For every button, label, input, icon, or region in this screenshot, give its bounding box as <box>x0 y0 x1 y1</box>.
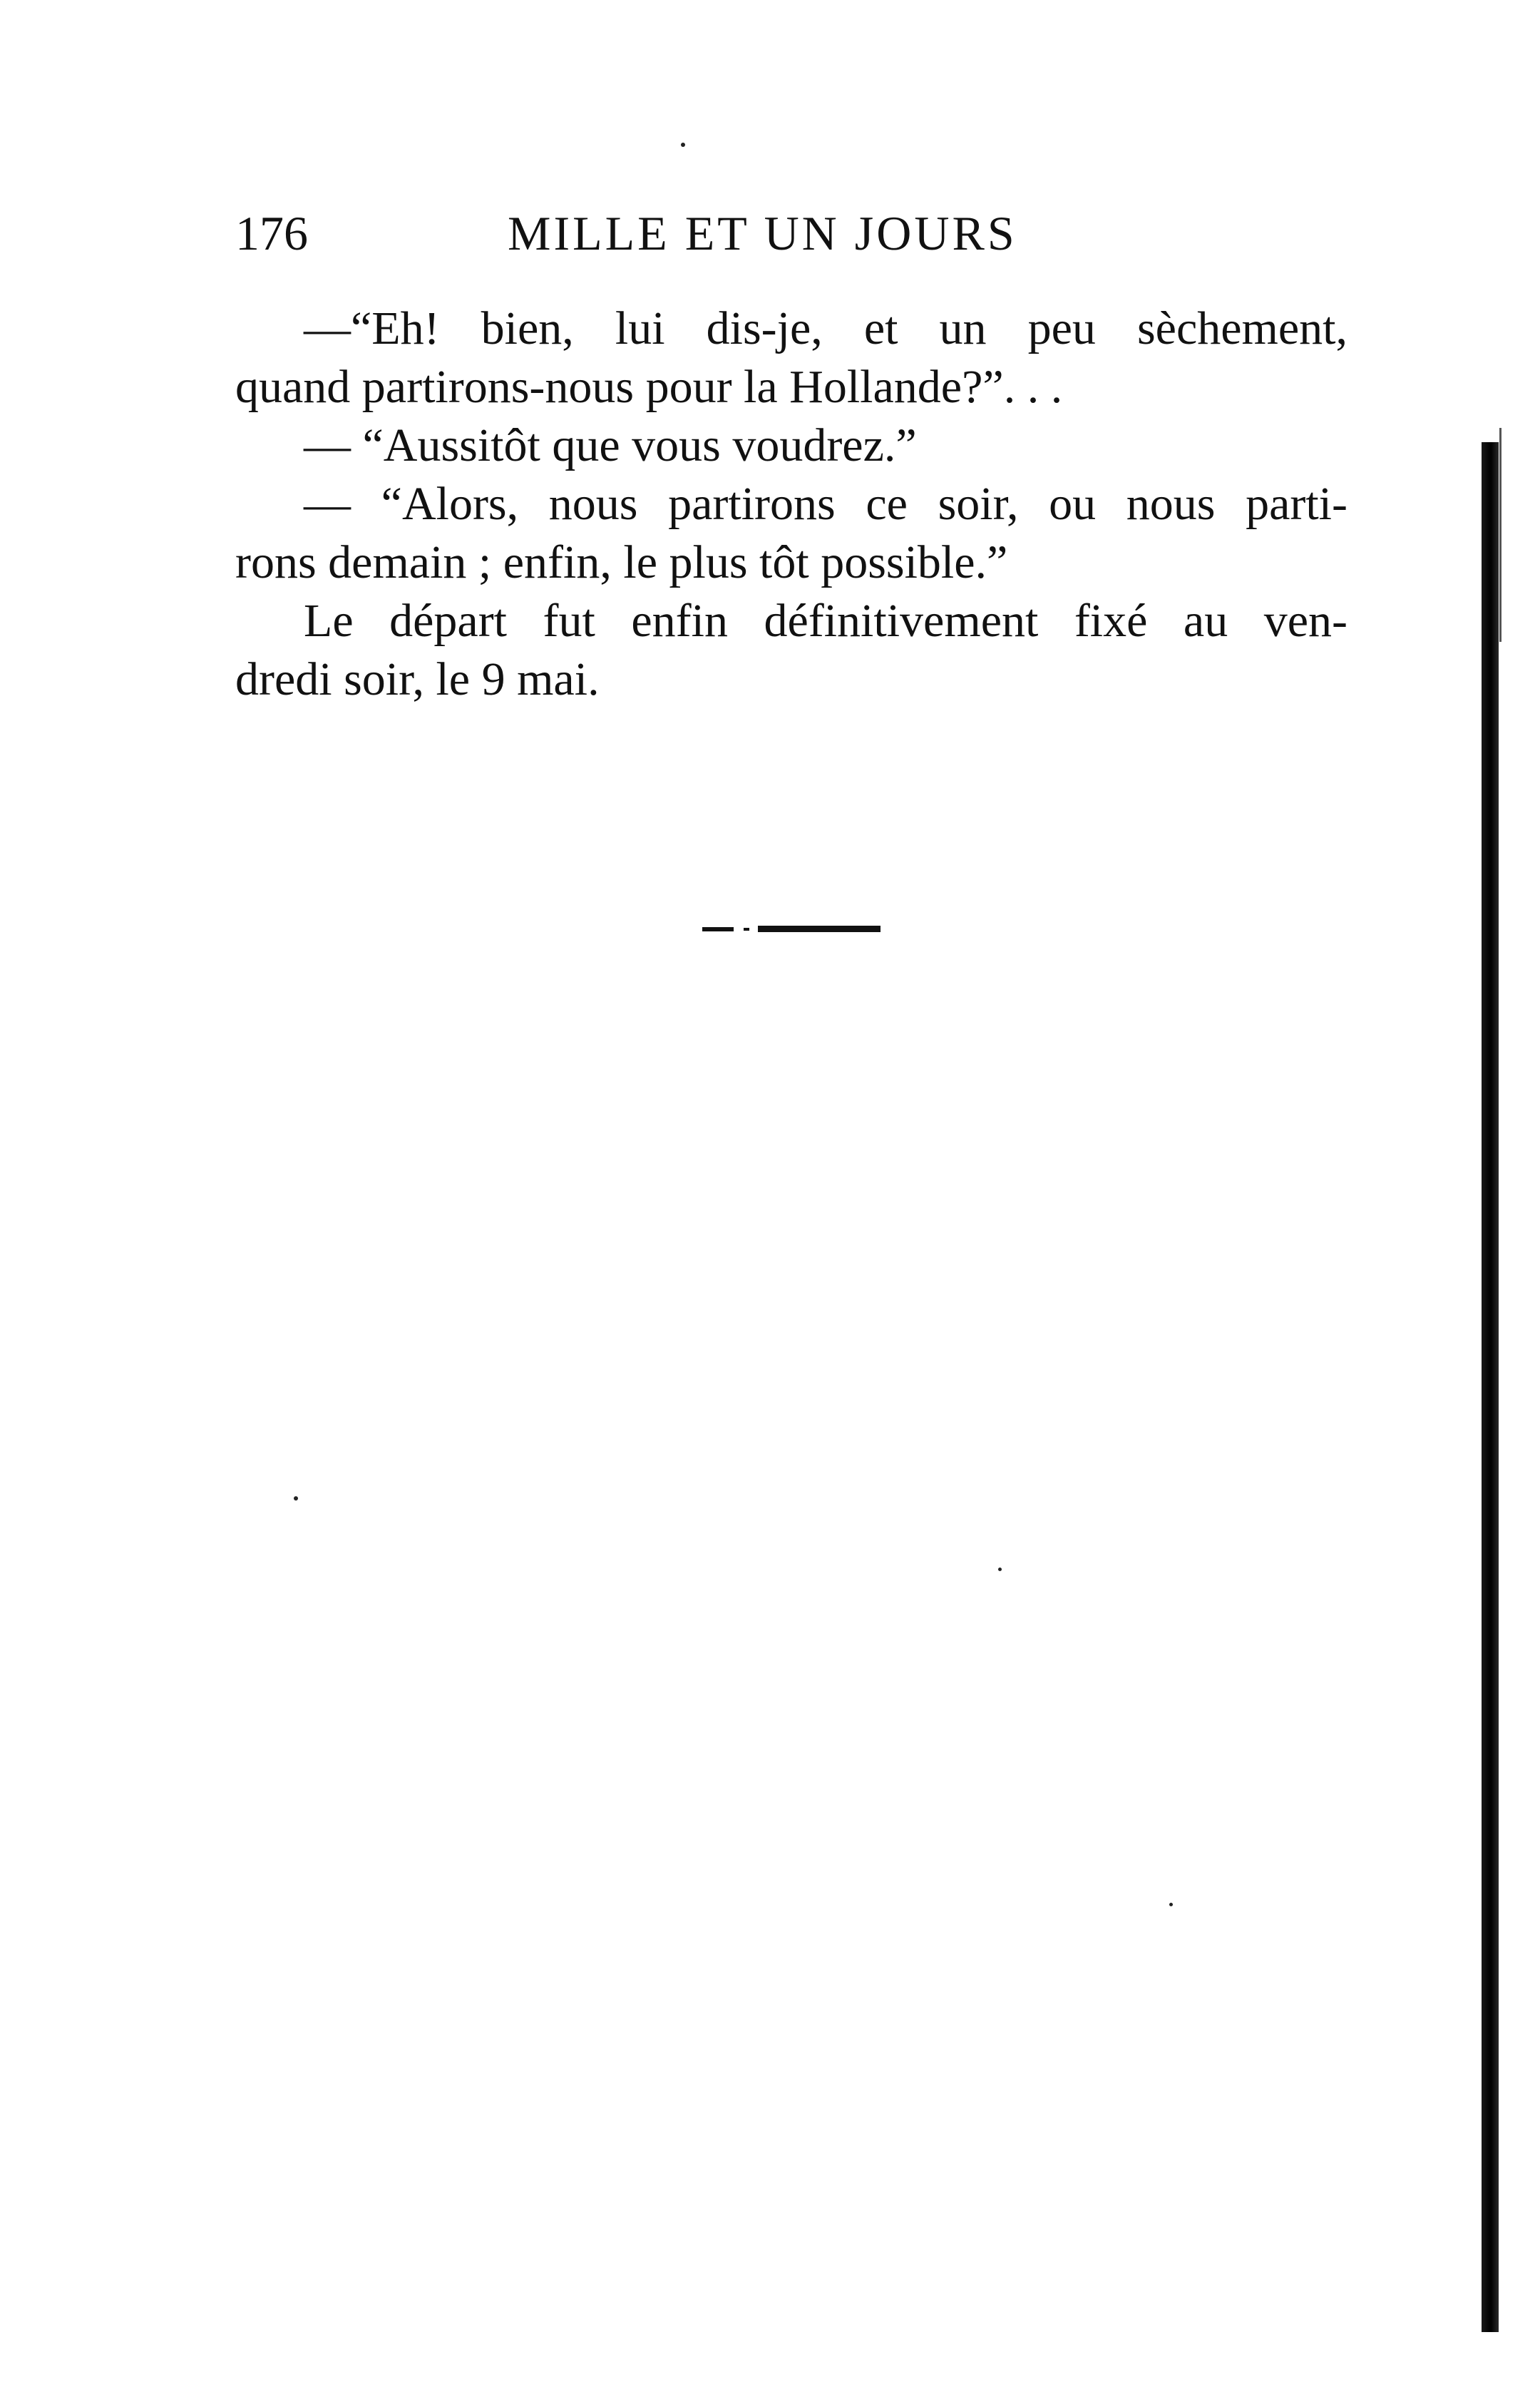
ink-speck <box>294 1496 298 1501</box>
text-line: dredi soir, le 9 mai. <box>235 653 600 705</box>
text-line: Le départ fut enfin définitivement fixé au ven- <box>304 595 1348 647</box>
text-line: rons demain ; enfin, le plus tôt possible.” <box>235 536 1008 588</box>
text-line: quand partirons-nous pour la Hollande?”. . . <box>235 361 1063 413</box>
section-end-rule <box>702 925 888 934</box>
text-line: — “Aussitôt que vous voudrez.” <box>304 419 917 471</box>
ink-speck <box>681 143 685 147</box>
page-number: 176 <box>235 206 308 260</box>
rule-dash <box>758 926 881 932</box>
running-title: MILLE ET UN JOURS <box>508 206 1017 260</box>
text-line: —“Eh! bien, lui dis-je, et un peu sèchement, <box>304 302 1348 354</box>
ink-speck <box>1169 1903 1173 1906</box>
rule-dash <box>744 928 749 931</box>
scan-edge-bar <box>1482 442 1499 2332</box>
ink-speck <box>998 1568 1002 1571</box>
rule-dash <box>702 927 734 931</box>
page-header <box>235 201 1077 265</box>
text-line: — “Alors, nous partirons ce soir, ou nous parti- <box>304 478 1348 530</box>
scan-edge-shadow <box>1499 428 1502 642</box>
body-text <box>235 300 1348 709</box>
